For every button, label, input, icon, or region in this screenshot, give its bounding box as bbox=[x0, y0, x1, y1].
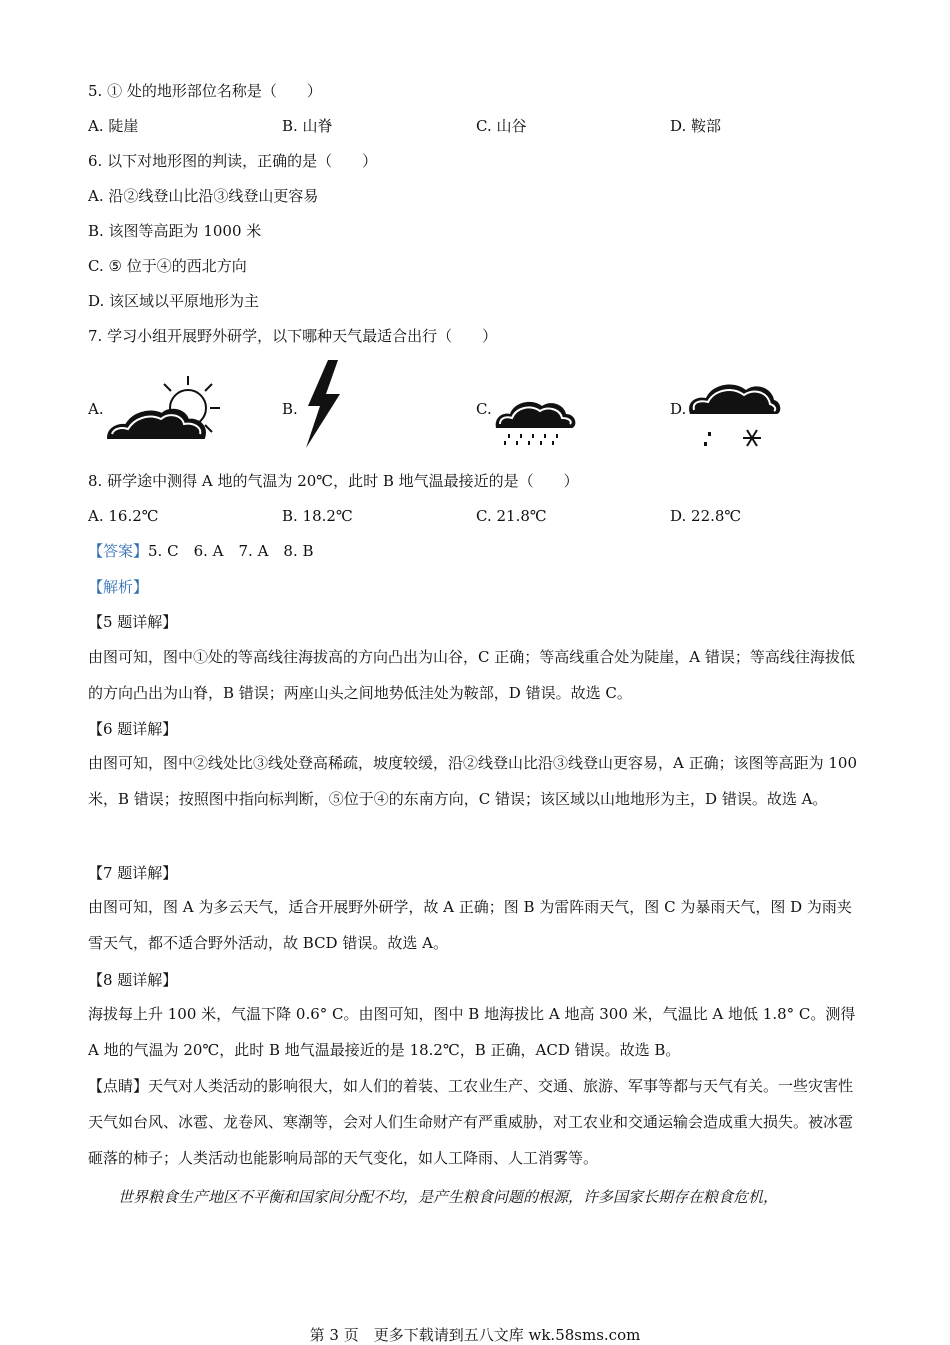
heavy-rain-icon bbox=[492, 394, 578, 446]
q7-option-d-label: D. bbox=[670, 400, 687, 418]
q5-option-d: D. 鞍部 bbox=[670, 117, 722, 135]
q5-stem: 5. ① 处的地形部位名称是（ ） bbox=[88, 82, 322, 100]
detail5-heading: 【5 题详解】 bbox=[88, 613, 178, 631]
q7-option-b-label: B. bbox=[282, 400, 298, 418]
partly-cloudy-icon bbox=[104, 372, 234, 444]
q7-option-c-label: C. bbox=[476, 400, 492, 418]
q8-option-a: A. 16.2℃ bbox=[88, 507, 159, 525]
q8-option-c: C. 21.8℃ bbox=[476, 507, 547, 525]
q8-stem: 8. 研学途中测得 A 地的气温为 20℃，此时 B 地气温最接近的是（ ） bbox=[88, 472, 579, 490]
q8-option-d: D. 22.8℃ bbox=[670, 507, 742, 525]
detail8-text: 海拔每上升 100 米，气温下降 0.6° C。由图可知，图中 B 地海拔比 A 地高 300 米，气温比 A 地低 1.8° C。测得 A 地的气温为 20℃，此时 B 地气温最接近的是 18.2℃，B 正确，ACD 错误。故选 B。 bbox=[88, 1005, 856, 1059]
detail5-text: 由图可知，图中①处的等高线往海拔高的方向凸出为山谷，C 正确；等高线重合处为陡崖，A 错误；等高线往海拔低的方向凸出为山脊，B 错误；两座山头之间地势低洼处为鞍部，D 错误。故选 C。 bbox=[88, 648, 855, 702]
q6-stem: 6. 以下对地形图的判读，正确的是（ ） bbox=[88, 152, 378, 170]
sleet-icon bbox=[686, 380, 782, 452]
detail6-heading: 【6 题详解】 bbox=[88, 720, 178, 738]
q8-option-b: B. 18.2℃ bbox=[282, 507, 353, 525]
detail6-text: 由图可知，图中②线处比③线处登高稀疏，坡度较缓，沿②线登山比沿③线登山更容易，A 正确；该图等高距为 100 米，B 错误；按照图中指向标判断，⑤位于④的东南方向，C 错误；该区域以山地地形为主，D 错误。故选 A。 bbox=[88, 754, 858, 808]
tip-text: 天气对人类活动的影响很大，如人们的着装、工农业生产、交通、旅游、军事等都与天气有关。一些灾害性天气如台风、冰雹、龙卷风、寒潮等，会对人们生命财产有严重威胁，对工农业和交通运输会造成重大损失。被冰雹砸落的柿子；人类活动也能影响局部的天气变化，如人工降雨、人工消雾等。 bbox=[88, 1077, 854, 1167]
detail8-heading: 【8 题详解】 bbox=[88, 971, 178, 989]
answer-tag: 【答案】 bbox=[88, 542, 149, 560]
q6-option-b: B. 该图等高距为 1000 米 bbox=[88, 222, 262, 240]
q7-option-a-label: A. bbox=[88, 400, 104, 418]
q7-stem: 7. 学习小组开展野外研学，以下哪种天气最适合出行（ ） bbox=[88, 327, 498, 345]
next-paragraph: 世界粮食生产地区不平衡和国家间分配不均，是产生粮食问题的根源，许多国家长期存在粮食危机， bbox=[118, 1188, 779, 1206]
q5-option-c: C. 山谷 bbox=[476, 117, 527, 135]
answer-text: 5. C 6. A 7. A 8. B bbox=[148, 542, 314, 560]
answer-line bbox=[88, 541, 314, 561]
lightning-icon bbox=[300, 358, 344, 450]
detail7-heading: 【7 题详解】 bbox=[88, 864, 178, 882]
analysis-tag: 【解析】 bbox=[88, 578, 149, 596]
q6-option-d: D. 该区域以平原地形为主 bbox=[88, 292, 260, 310]
tip-paragraph bbox=[88, 1068, 864, 1176]
q5-option-a: A. 陡崖 bbox=[88, 117, 139, 135]
tip-tag: 【点睛】 bbox=[88, 1077, 149, 1095]
q5-option-b: B. 山脊 bbox=[282, 117, 333, 135]
page-footer: 第 3 页 更多下载请到五八文库 wk.58sms.com bbox=[309, 1326, 641, 1344]
detail7-text: 由图可知，图 A 为多云天气，适合开展野外研学，故 A 正确；图 B 为雷阵雨天气，图 C 为暴雨天气，图 D 为雨夹雪天气，都不适合野外活动，故 BCD 错误。故选 A。 bbox=[88, 898, 852, 952]
q6-option-a: A. 沿②线登山比沿③线登山更容易 bbox=[88, 187, 319, 205]
q6-option-c: C. ⑤ 位于④的西北方向 bbox=[88, 257, 247, 275]
